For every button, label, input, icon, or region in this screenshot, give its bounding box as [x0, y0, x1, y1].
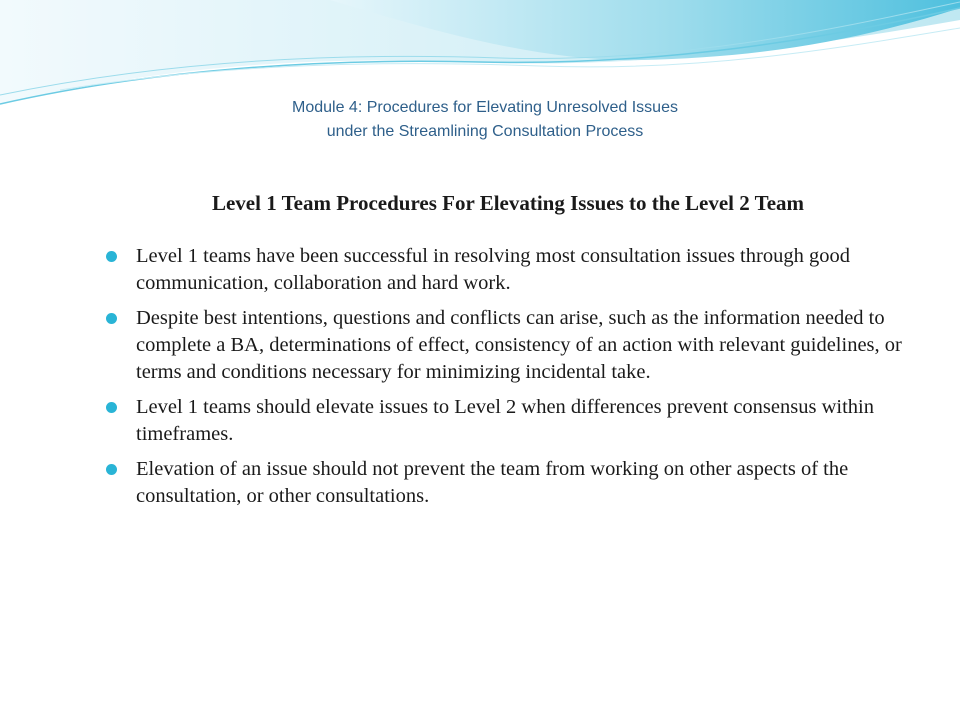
- bullet-text: Elevation of an issue should not prevent the team from working on other aspects of the consultation, or other consultations.: [136, 458, 849, 507]
- bullet-item: [106, 456, 906, 510]
- module-title: [0, 96, 960, 144]
- module-title-line1: Module 4: Procedures for Elevating Unresolved Issues: [292, 99, 678, 116]
- bullet-list: [106, 243, 906, 518]
- bullet-text: Despite best intentions, questions and conflicts can arise, such as the information needed to complete a BA, determinations of effect, consistency of an action with relevant guidelines, or terms and conditions necessary for minimizing incidental take.: [136, 307, 902, 383]
- bullet-dot-icon: [106, 464, 117, 475]
- section-heading: Level 1 Team Procedures For Elevating Issues to the Level 2 Team: [211, 191, 805, 215]
- bullet-dot-icon: [106, 251, 117, 262]
- module-title-line2: under the Streamlining Consultation Process: [326, 123, 644, 140]
- bullet-item: [106, 394, 906, 448]
- bullet-dot-icon: [106, 402, 117, 413]
- bullet-item: [106, 243, 906, 297]
- bullet-dot-icon: [106, 313, 117, 324]
- bullet-item: [106, 305, 906, 386]
- bullet-text: Level 1 teams should elevate issues to Level 2 when differences prevent consensus within timeframes.: [136, 396, 874, 445]
- bullet-text: Level 1 teams have been successful in resolving most consultation issues through good communication, collaboration and hard work.: [136, 245, 850, 294]
